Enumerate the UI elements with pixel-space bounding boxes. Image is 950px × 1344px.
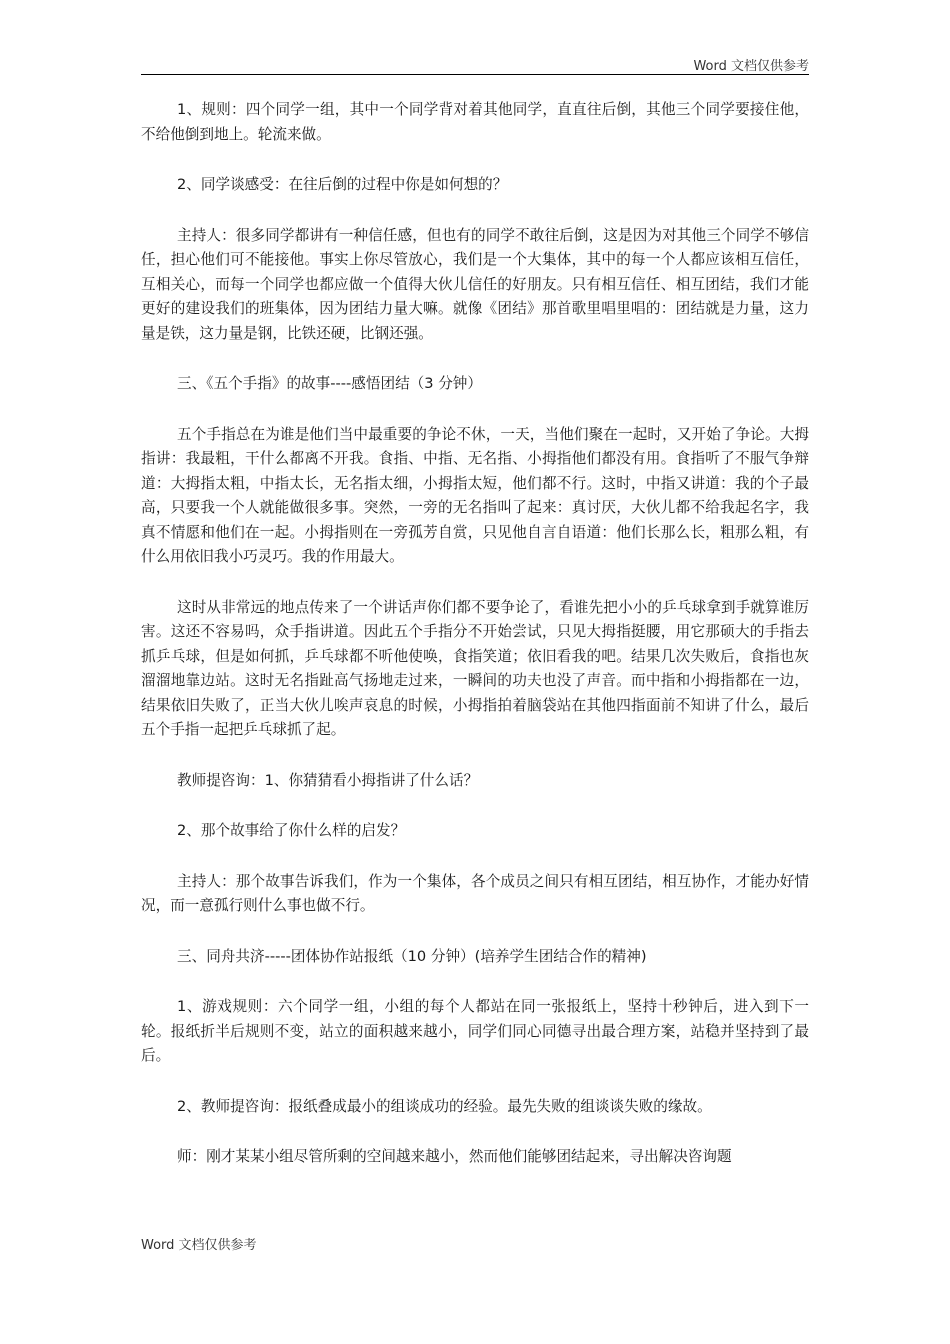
paragraph: 2、同学谈感受：在往后倒的过程中你是如何想的？ bbox=[177, 176, 508, 193]
paragraph: 教师提咨询：1、你猜猜看小拇指讲了什么话？ bbox=[177, 771, 479, 789]
page-footer: Word 文档仅供参考 bbox=[141, 1238, 257, 1253]
paragraph: 这时从非常远的地点传来了一个讲话声你们都不要争论了，看谁先把小小的乒乓球拿到手就算谁厉害。这还不容易吗，众手指讲道。因此五个手指分不开始尝试，只见大拇指挺腰，用它那硕大的手指去抓乒乓球，但是如何抓，乒乓球都不听他使唤，食指笑道；依旧看我的吧。结果几次失败后，食指也灰溜溜地靠边站。这时无名指趾高气扬地走过来，一瞬间的功夫也没了声音。而中指和小拇指都在一边，结果依旧失败了，正当大伙儿唉声哀息的时候，小拇指拍着脑袋站在其他四指面前不知讲了什么，最后五个手指一起把乒乓球抓了起。 bbox=[141, 598, 809, 738]
paragraph: 2、那个故事给了你什么样的启发？ bbox=[177, 822, 406, 839]
page-header bbox=[141, 52, 809, 75]
document-body bbox=[141, 98, 809, 1196]
paragraph: 主持人：那个故事告诉我们，作为一个集体，各个成员之间只有相互团结，相互协作，才能办好情况，而一意孤行则什么事也做不行。 bbox=[141, 872, 809, 914]
paragraph: 主持人：很多同学都讲有一种信任感，但也有的同学不敢往后倒，这是因为对其他三个同学不够信任，担心他们可不能接他。事实上你尽管放心，我们是一个大集体，其中的每一个人都应该相互信任，互相关心，而每一个同学也都应做一个值得大伙儿信任的好朋友。只有相互信任、相互团结，我们才能更好的建设我们的班集体，因为团结力量大嘛。就像《团结》那首歌里唱里唱的：团结就是力量，这力量是铁，这力量是钢，比铁还硬，比钢还强。 bbox=[141, 226, 809, 342]
paragraph: 1、规则：四个同学一组，其中一个同学背对着其他同学，直直往后倒，其他三个同学要接住他，不给他倒到地上。轮流来做。 bbox=[141, 101, 809, 143]
header-text: Word 文档仅供参考 bbox=[693, 59, 809, 74]
paragraph: 2、教师提咨询：报纸叠成最小的组谈成功的经验。最先失败的组谈谈失败的缘故。 bbox=[177, 1097, 712, 1115]
paragraph: 五个手指总在为谁是他们当中最重要的争论不休，一天，当他们聚在一起时，又开始了争论。大拇指讲：我最粗，干什么都离不开我。食指、中指、无名指、小拇指他们都没有用。食指听了不服气争辩道：大拇指太粗，中指太长，无名指太细，小拇指太短，他们都不行。这时，中指又讲道：我的个子最高，只要我一个人就能做很多事。突然，一旁的无名指叫了起来：真讨厌，大伙儿都不给我起名字，我真不情愿和他们在一起。小拇指则在一旁孤芳自赏，只见他自言自语道：他们长那么长，粗那么粗，有什么用依旧我小巧灵巧。我的作用最大。 bbox=[141, 425, 809, 565]
paragraph: 师：刚才某某小组尽管所剩的空间越来越小，然而他们能够团结起来，寻出解决咨询题 bbox=[177, 1148, 732, 1165]
section-heading: 三、《五个手指》的故事----感悟团结（3 分钟） bbox=[177, 375, 482, 392]
section-heading: 三、同舟共济-----团体协作站报纸（10 分钟）(培养学生团结合作的精神) bbox=[177, 947, 647, 965]
paragraph: 1、游戏规则：六个同学一组，小组的每个人都站在同一张报纸上，坚持十秒钟后，进入到下一轮。报纸折半后规则不变，站立的面积越来越小，同学们同心同德寻出最合理方案，站稳并坚持到了最后。 bbox=[141, 998, 809, 1064]
